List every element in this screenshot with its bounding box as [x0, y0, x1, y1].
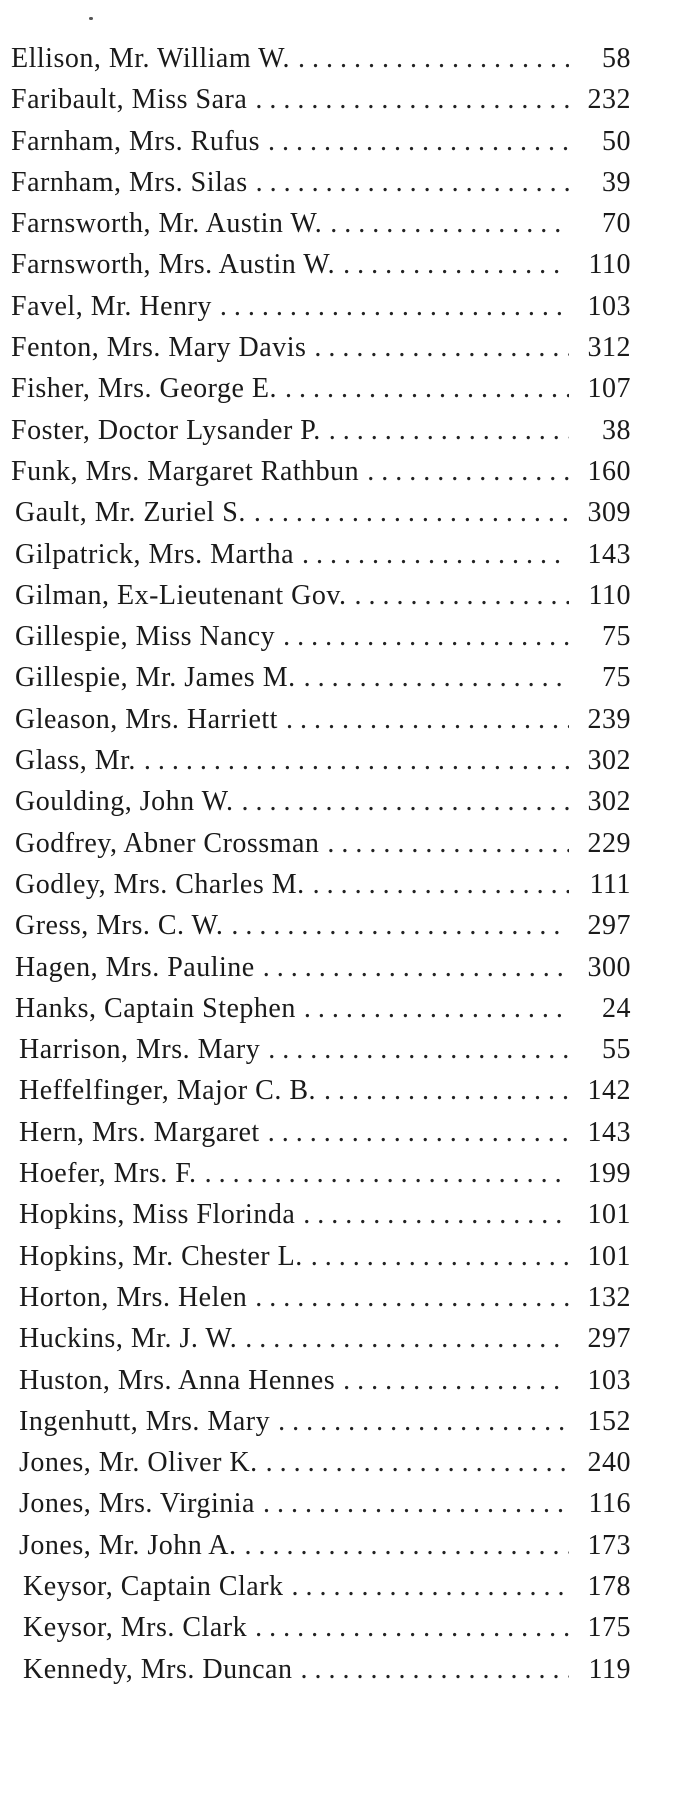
index-entry — [11, 1070, 631, 1111]
index-entry — [11, 121, 631, 162]
index-entry — [11, 1401, 631, 1442]
entry-name: Hoefer, Mrs. F. — [19, 1158, 197, 1190]
dot-leader — [321, 410, 569, 451]
entry-page-number: 38 — [602, 414, 631, 446]
dot-leader — [234, 781, 569, 822]
dot-leader — [237, 1318, 569, 1359]
index-entry — [11, 451, 631, 492]
entry-name: Glass, Mr. — [15, 745, 136, 777]
entry-page-number: 142 — [587, 1075, 631, 1107]
entry-name: Hagen, Mrs. Pauline — [15, 951, 255, 983]
entry-page-number: 107 — [587, 373, 631, 405]
entry-page-number: 152 — [587, 1405, 631, 1437]
entry-name: Foster, Doctor Lysander P. — [11, 414, 321, 446]
entry-page-number: 175 — [587, 1612, 631, 1644]
entry-name: Gress, Mrs. C. W. — [15, 910, 224, 942]
entry-name: Fenton, Mrs. Mary Davis — [11, 332, 307, 364]
entry-page-number: 302 — [587, 745, 631, 777]
dot-leader — [270, 1401, 569, 1442]
entry-page-number: 178 — [587, 1570, 631, 1602]
index-entry — [11, 162, 631, 203]
dot-leader — [278, 699, 569, 740]
dot-leader — [359, 451, 569, 492]
entry-name: Keysor, Mrs. Clark — [23, 1612, 248, 1644]
dot-leader — [290, 38, 569, 79]
dot-leader — [335, 244, 569, 285]
entry-page-number: 39 — [602, 166, 631, 198]
dot-leader — [275, 616, 569, 657]
index-entry — [11, 492, 631, 533]
dot-leader — [197, 1153, 569, 1194]
entry-name: Favel, Mr. Henry — [11, 290, 212, 322]
entry-name: Gault, Mr. Zuriel S. — [15, 497, 246, 529]
ink-speck — [89, 17, 93, 20]
dot-leader — [347, 575, 569, 616]
index-entry — [11, 1360, 631, 1401]
index-entry — [11, 988, 631, 1029]
index-entry — [11, 1277, 631, 1318]
dot-leader — [255, 1483, 569, 1524]
entry-page-number: 240 — [587, 1447, 631, 1479]
entry-page-number: 70 — [602, 208, 631, 240]
entry-page-number: 309 — [587, 497, 631, 529]
entry-name: Hopkins, Miss Florinda — [19, 1199, 296, 1231]
index-entry — [11, 947, 631, 988]
dot-leader — [303, 1236, 569, 1277]
index-entry — [11, 1566, 631, 1607]
index-entry — [11, 244, 631, 285]
entry-page-number: 110 — [588, 249, 631, 281]
index-entry — [11, 657, 631, 698]
dot-leader — [236, 1525, 569, 1566]
entry-name: Gilman, Ex-Lieutenant Gov. — [15, 579, 347, 611]
index-entry — [11, 1607, 631, 1648]
dot-leader — [260, 121, 569, 162]
entry-name: Funk, Mrs. Margaret Rathbun — [11, 455, 360, 487]
entry-page-number: 297 — [587, 1323, 631, 1355]
dot-leader — [248, 162, 569, 203]
entry-page-number: 229 — [587, 827, 631, 859]
entry-page-number: 50 — [602, 125, 631, 157]
index-entry — [11, 699, 631, 740]
entry-name: Hern, Mrs. Margaret — [19, 1116, 260, 1148]
dot-leader — [136, 740, 569, 781]
entry-name: Godfrey, Abner Crossman — [15, 827, 320, 859]
dot-leader — [277, 368, 569, 409]
entry-name: Harrison, Mrs. Mary — [19, 1034, 261, 1066]
dot-leader — [255, 947, 569, 988]
dot-leader — [316, 1070, 569, 1111]
index-entry — [11, 203, 631, 244]
dot-leader — [295, 1194, 569, 1235]
index-entry — [11, 38, 631, 79]
entry-page-number: 111 — [589, 868, 631, 900]
entry-name: Heffelfinger, Major C. B. — [19, 1075, 317, 1107]
entry-name: Goulding, John W. — [15, 786, 234, 818]
dot-leader — [284, 1566, 569, 1607]
entry-page-number: 24 — [602, 992, 631, 1024]
dot-leader — [319, 823, 569, 864]
index-entry — [11, 616, 631, 657]
entry-page-number: 297 — [587, 910, 631, 942]
index-entry — [11, 1649, 631, 1690]
dot-leader — [247, 1607, 569, 1648]
index-entry — [11, 79, 631, 120]
index-entry — [11, 410, 631, 451]
entry-name: Horton, Mrs. Helen — [19, 1281, 248, 1313]
entry-page-number: 116 — [588, 1488, 631, 1520]
entry-name: Ingenhutt, Mrs. Mary — [19, 1405, 271, 1437]
entry-page-number: 300 — [587, 951, 631, 983]
dot-leader — [247, 1277, 569, 1318]
dot-leader — [294, 534, 569, 575]
entry-page-number: 75 — [602, 662, 631, 694]
entry-name: Hanks, Captain Stephen — [15, 992, 296, 1024]
dot-leader — [292, 1649, 569, 1690]
dot-leader — [260, 1112, 569, 1153]
dot-leader — [212, 286, 569, 327]
entry-name: Gillespie, Mr. James M. — [15, 662, 296, 694]
dot-leader — [322, 203, 569, 244]
index-entry — [11, 1483, 631, 1524]
entry-page-number: 232 — [587, 84, 631, 116]
entry-name: Hopkins, Mr. Chester L. — [19, 1240, 303, 1272]
dot-leader — [306, 327, 569, 368]
index-entry — [11, 1029, 631, 1070]
index-entry — [11, 327, 631, 368]
entry-name: Huston, Mrs. Anna Hennes — [19, 1364, 336, 1396]
entry-page-number: 132 — [587, 1281, 631, 1313]
index-entry — [11, 1525, 631, 1566]
entry-page-number: 58 — [602, 43, 631, 74]
index-entry — [11, 1318, 631, 1359]
entry-page-number: 110 — [588, 579, 631, 611]
entry-name: Jones, Mr. John A. — [19, 1529, 237, 1561]
entry-page-number: 55 — [602, 1034, 631, 1066]
entry-page-number: 239 — [587, 703, 631, 735]
entry-name: Godley, Mrs. Charles M. — [15, 868, 305, 900]
dot-leader — [296, 988, 569, 1029]
dot-leader — [247, 79, 569, 120]
entry-page-number: 75 — [602, 621, 631, 653]
dot-leader — [246, 492, 569, 533]
index-entry — [11, 740, 631, 781]
entry-name: Faribault, Miss Sara — [11, 84, 248, 116]
index-entry — [11, 534, 631, 575]
entry-page-number: 199 — [587, 1158, 631, 1190]
entry-page-number: 103 — [587, 1364, 631, 1396]
index-entry — [11, 823, 631, 864]
entry-name: Farnsworth, Mrs. Austin W. — [11, 249, 336, 281]
index-entry — [11, 575, 631, 616]
entry-name: Farnham, Mrs. Silas — [11, 166, 248, 198]
index-entry — [11, 781, 631, 822]
entry-page-number: 143 — [587, 538, 631, 570]
dot-leader — [223, 905, 569, 946]
entry-name: Kennedy, Mrs. Duncan — [23, 1653, 293, 1685]
index-entry — [11, 1194, 631, 1235]
entry-name: Fisher, Mrs. George E. — [11, 373, 277, 405]
entry-page-number: 173 — [587, 1529, 631, 1561]
index-entry — [11, 1236, 631, 1277]
entry-page-number: 312 — [587, 332, 631, 364]
dot-leader — [260, 1029, 569, 1070]
dot-leader — [296, 657, 569, 698]
entry-page-number: 143 — [587, 1116, 631, 1148]
entry-name: Farnham, Mrs. Rufus — [11, 125, 261, 157]
index-entry — [11, 864, 631, 905]
entry-page-number: 119 — [588, 1653, 631, 1685]
dot-leader — [335, 1360, 569, 1401]
entry-page-number: 160 — [587, 455, 631, 487]
dot-leader — [258, 1442, 569, 1483]
entry-name: Ellison, Mr. William W. — [11, 43, 290, 74]
index-entry — [11, 368, 631, 409]
entry-name: Jones, Mrs. Virginia — [19, 1488, 255, 1520]
entry-page-number: 101 — [587, 1199, 631, 1231]
index-entry — [11, 1153, 631, 1194]
entry-page-number: 302 — [587, 786, 631, 818]
index-entry — [11, 286, 631, 327]
entry-name: Gillespie, Miss Nancy — [15, 621, 276, 653]
index-entry — [11, 905, 631, 946]
dot-leader — [305, 864, 569, 905]
entry-name: Farnsworth, Mr. Austin W. — [11, 208, 323, 240]
entry-name: Jones, Mr. Oliver K. — [19, 1447, 258, 1479]
entry-page-number: 101 — [587, 1240, 631, 1272]
index-entry — [11, 1112, 631, 1153]
entry-name: Keysor, Captain Clark — [23, 1570, 284, 1602]
entry-name: Gleason, Mrs. Harriett — [15, 703, 278, 735]
index-entry — [11, 1442, 631, 1483]
entry-name: Huckins, Mr. J. W. — [19, 1323, 238, 1355]
index-list — [11, 38, 631, 1690]
entry-name: Gilpatrick, Mrs. Martha — [15, 538, 294, 570]
entry-page-number: 103 — [587, 290, 631, 322]
